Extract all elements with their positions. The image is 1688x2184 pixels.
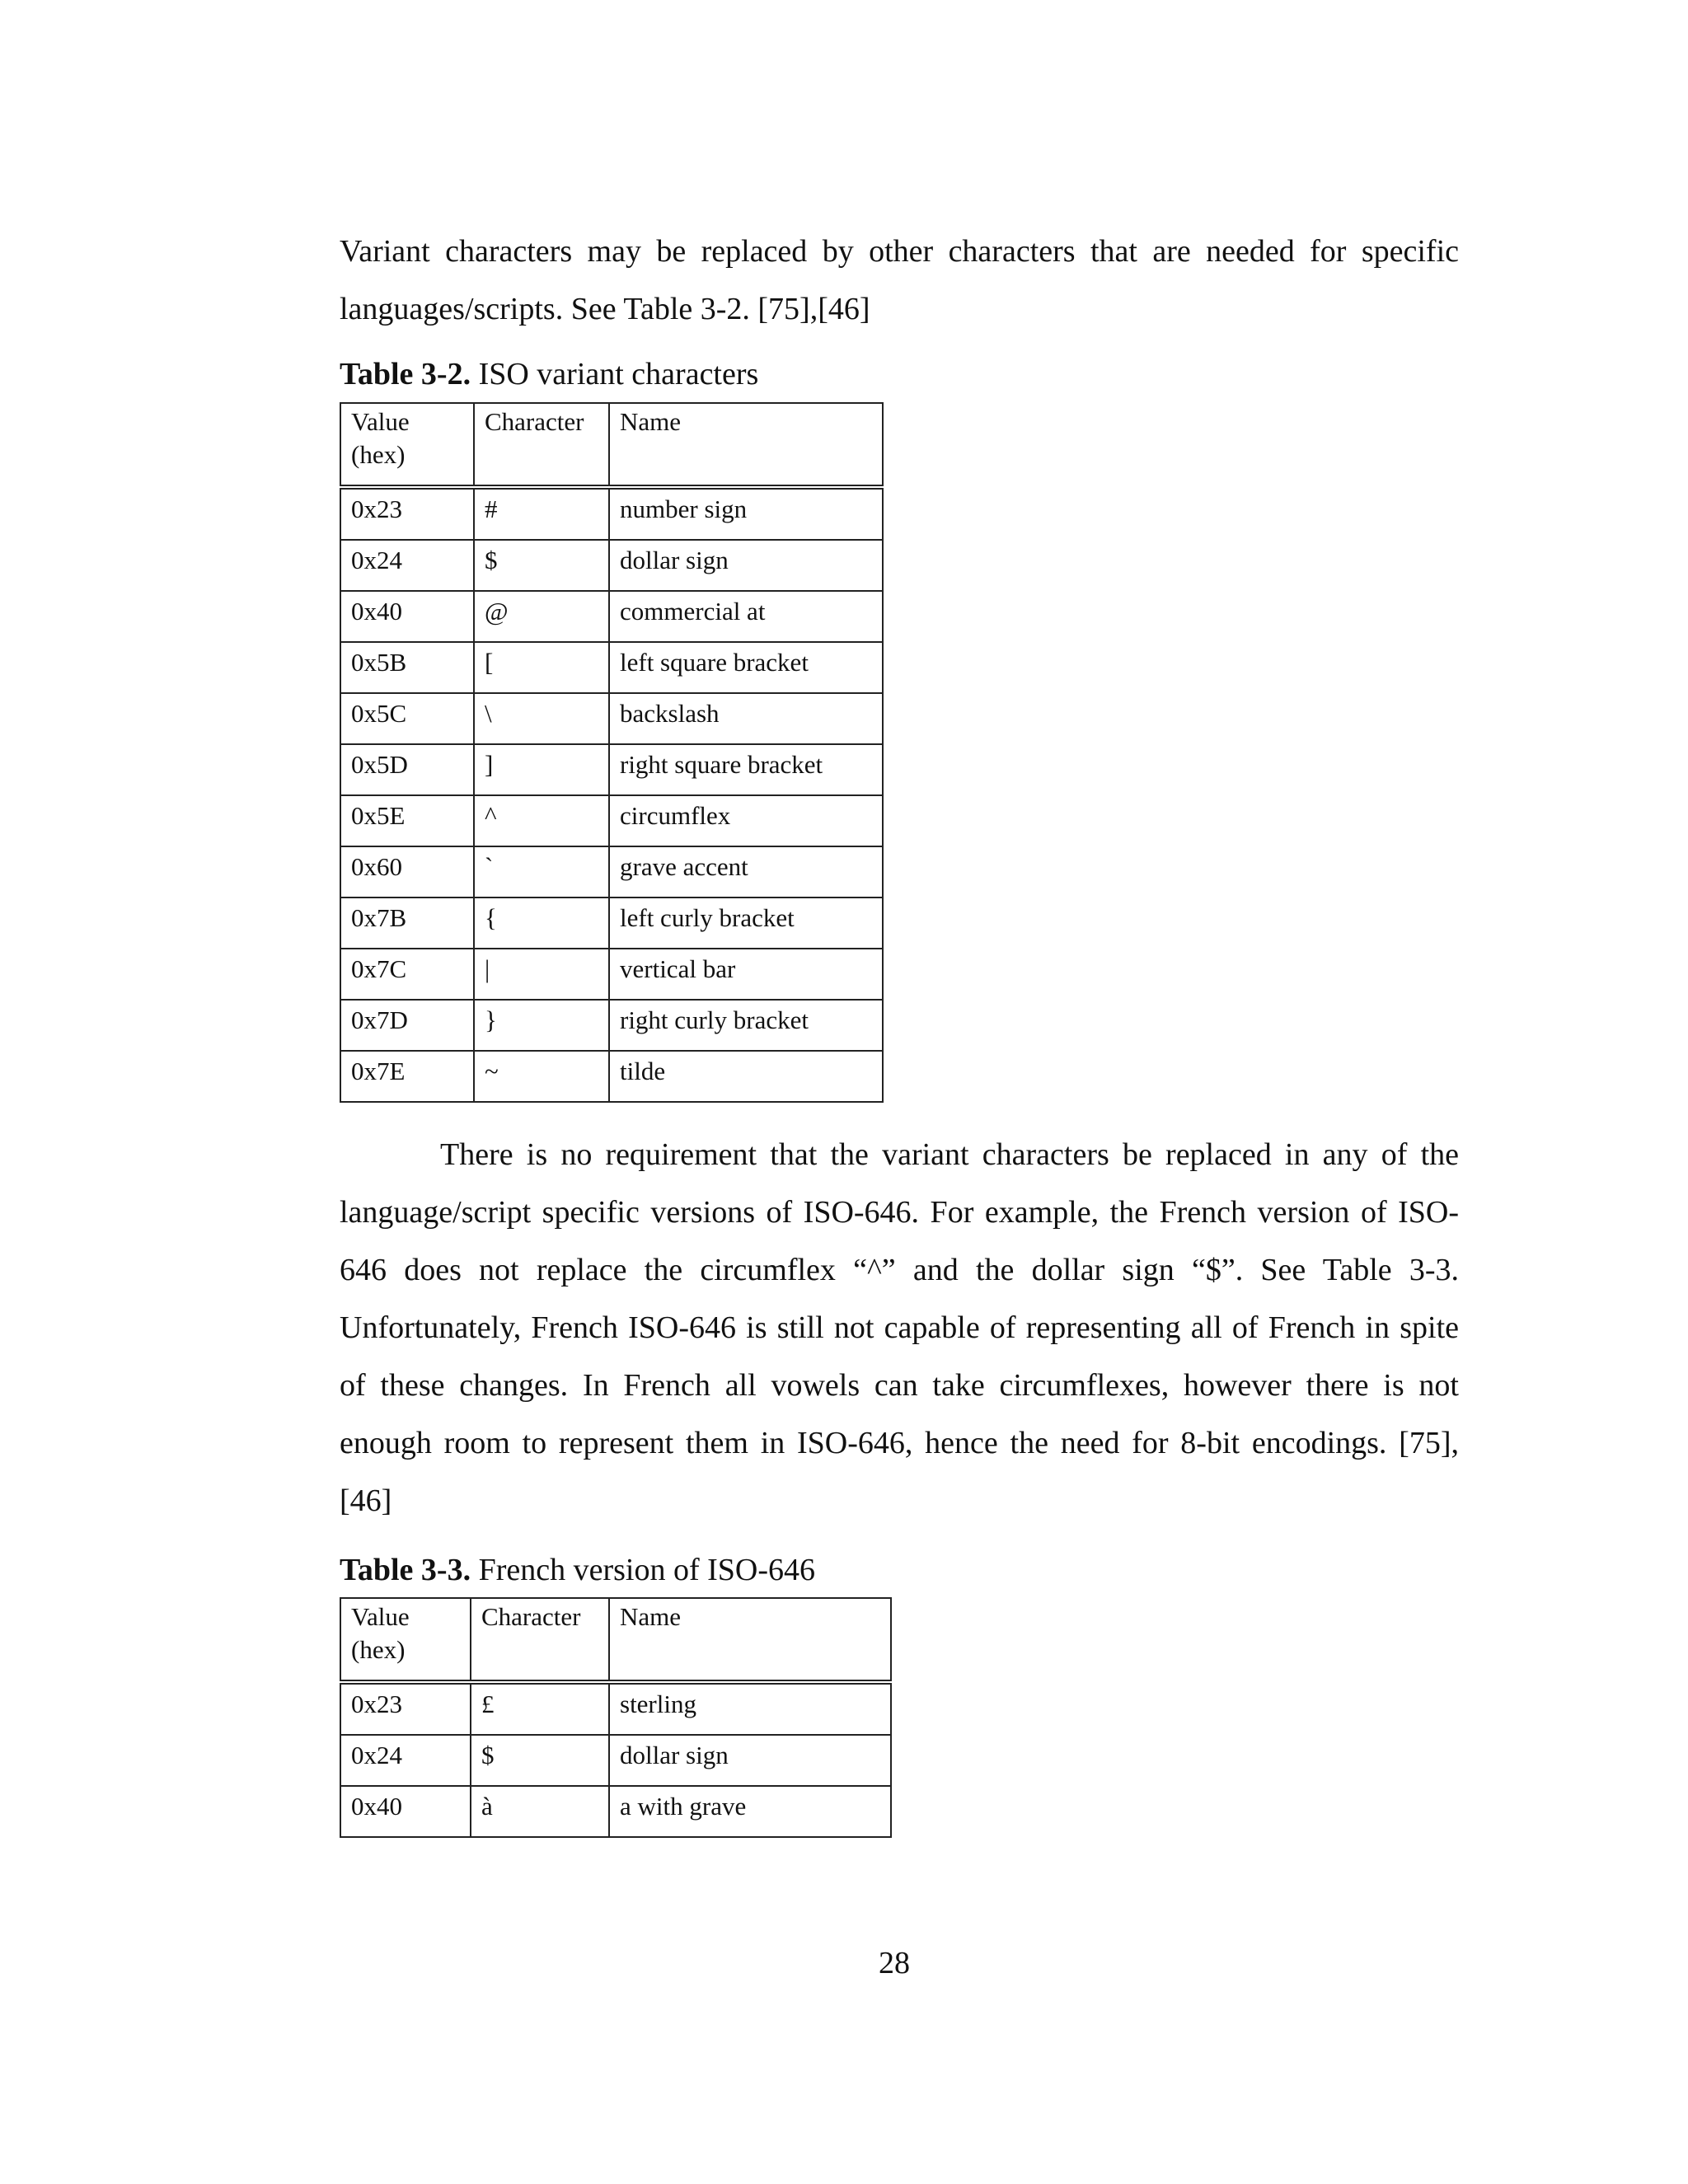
header-name: Name xyxy=(609,1598,891,1682)
table-header-row xyxy=(340,403,883,487)
table-row xyxy=(340,591,883,642)
header-character: Character xyxy=(471,1598,609,1682)
cell-character: ` xyxy=(474,846,609,898)
table-row xyxy=(340,949,883,1000)
cell-value: 0x7D xyxy=(340,1000,474,1051)
cell-character: @ xyxy=(474,591,609,642)
table-row xyxy=(340,1000,883,1051)
cell-name: left curly bracket xyxy=(609,898,883,949)
cell-value: 0x5D xyxy=(340,744,474,795)
paragraph-intro: Variant characters may be replaced by other characters that are needed for specific languages/scripts. See Table 3-2. [75],[46] xyxy=(340,234,1459,326)
cell-name: left square bracket xyxy=(609,642,883,693)
cell-character: £ xyxy=(471,1682,609,1735)
cell-value: 0x23 xyxy=(340,487,474,540)
table-3-3-label: Table 3-3. xyxy=(340,1553,471,1587)
cell-character: à xyxy=(471,1786,609,1837)
cell-name: right square bracket xyxy=(609,744,883,795)
cell-name: vertical bar xyxy=(609,949,883,1000)
cell-character: { xyxy=(474,898,609,949)
cell-name: number sign xyxy=(609,487,883,540)
cell-value: 0x24 xyxy=(340,540,474,591)
table-3-2-title: ISO variant characters xyxy=(478,357,759,391)
paragraph-french-version: There is no requirement that the variant characters be replaced in any of the language/script specific versions of ISO-646. For example, the French version of ISO-646 does not replace the circumflex “^” and the dollar sign “$”. See Table 3-3. Unfortunately, French ISO-646 is still not capable of representing all of French in spite of these changes. In French all vowels can take circumflexes, however there is not enough room to represent them in ISO-646, hence the need for 8-bit encodings. [75], [46] xyxy=(340,1137,1459,1518)
table-row xyxy=(340,487,883,540)
cell-name: right curly bracket xyxy=(609,1000,883,1051)
table-row xyxy=(340,846,883,898)
table-3-2-label: Table 3-2. xyxy=(340,357,471,391)
table-row xyxy=(340,1051,883,1102)
table-row xyxy=(340,1786,891,1837)
header-value-hex: Value (hex) xyxy=(340,1598,471,1682)
cell-value: 0x5B xyxy=(340,642,474,693)
cell-name: a with grave xyxy=(609,1786,891,1837)
table-3-3-title: French version of ISO-646 xyxy=(478,1553,816,1587)
cell-value: 0x7C xyxy=(340,949,474,1000)
header-value-hex: Value (hex) xyxy=(340,403,474,487)
cell-character: [ xyxy=(474,642,609,693)
cell-name: grave accent xyxy=(609,846,883,898)
cell-value: 0x7B xyxy=(340,898,474,949)
cell-character: $ xyxy=(474,540,609,591)
cell-character: } xyxy=(474,1000,609,1051)
cell-value: 0x40 xyxy=(340,1786,471,1837)
cell-value: 0x5E xyxy=(340,795,474,846)
cell-name: sterling xyxy=(609,1682,891,1735)
table-row xyxy=(340,1682,891,1735)
cell-character: $ xyxy=(471,1735,609,1786)
cell-value: 0x40 xyxy=(340,591,474,642)
table-iso-variant-characters xyxy=(340,402,884,1103)
cell-character: \ xyxy=(474,693,609,744)
table-row xyxy=(340,744,883,795)
cell-character: # xyxy=(474,487,609,540)
table-french-iso-646 xyxy=(340,1597,892,1838)
cell-name: circumflex xyxy=(609,795,883,846)
cell-value: 0x24 xyxy=(340,1735,471,1786)
cell-character: ] xyxy=(474,744,609,795)
table-3-2-caption xyxy=(340,355,758,393)
cell-name: backslash xyxy=(609,693,883,744)
table-row xyxy=(340,540,883,591)
cell-value: 0x23 xyxy=(340,1682,471,1735)
table-row xyxy=(340,1735,891,1786)
table-row xyxy=(340,642,883,693)
page-number: 28 xyxy=(879,1946,910,1980)
table-header-row xyxy=(340,1598,891,1682)
cell-character: | xyxy=(474,949,609,1000)
table-row xyxy=(340,898,883,949)
cell-value: 0x60 xyxy=(340,846,474,898)
cell-character: ~ xyxy=(474,1051,609,1102)
cell-name: commercial at xyxy=(609,591,883,642)
cell-name: tilde xyxy=(609,1051,883,1102)
cell-value: 0x7E xyxy=(340,1051,474,1102)
cell-name: dollar sign xyxy=(609,1735,891,1786)
cell-name: dollar sign xyxy=(609,540,883,591)
table-row xyxy=(340,693,883,744)
table-3-3-caption xyxy=(340,1551,815,1589)
header-character: Character xyxy=(474,403,609,487)
header-name: Name xyxy=(609,403,883,487)
cell-value: 0x5C xyxy=(340,693,474,744)
table-row xyxy=(340,795,883,846)
cell-character: ^ xyxy=(474,795,609,846)
